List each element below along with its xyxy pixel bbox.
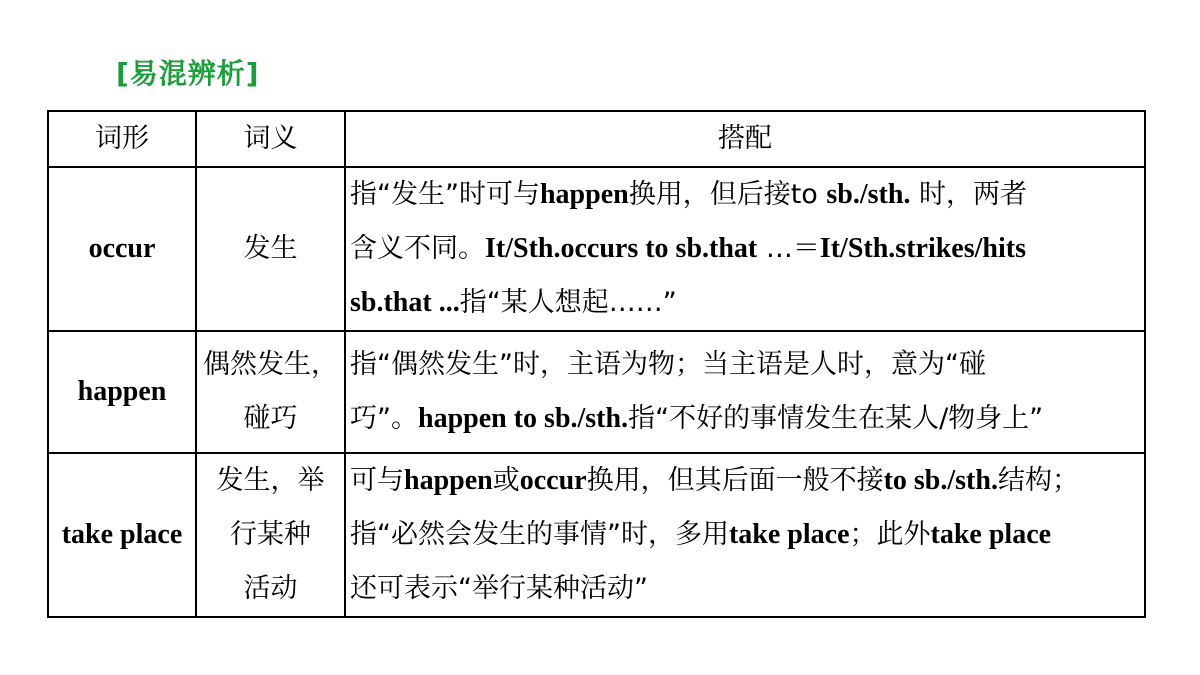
usage-english-phrase: happen [539, 179, 629, 210]
usage-english-phrase: occur [519, 465, 587, 496]
header-meaning: 词义 [196, 111, 345, 167]
usage-text: 换用，但后接to [628, 179, 827, 210]
usage-line [350, 276, 1144, 330]
usage-text: 指“某人想起……” [459, 287, 677, 318]
header-usage: 搭配 [345, 111, 1145, 167]
meaning-line: 发生 [243, 233, 298, 264]
usage-line [350, 454, 1144, 508]
meaning-line: 发生，举 [216, 465, 325, 496]
usage-text: 或 [492, 465, 520, 496]
header-row [48, 111, 1145, 167]
usage-line [350, 392, 1144, 446]
word-cell: happen [48, 331, 196, 453]
usage-line [350, 338, 1144, 392]
section-title: [易混辨析] [116, 57, 260, 90]
table-row [48, 331, 1145, 453]
usage-text: 结构； [997, 465, 1079, 496]
usage-text: 可与 [350, 465, 404, 496]
usage-line [350, 508, 1144, 562]
word-cell: take place [48, 453, 196, 617]
usage-english-phrase: sb.that ... [350, 287, 460, 318]
comparison-table [47, 110, 1146, 618]
usage-line [350, 562, 1144, 616]
word-cell: occur [48, 167, 196, 331]
usage-cell [345, 167, 1145, 331]
meaning-line: 行某种 [230, 519, 311, 550]
meaning-line: 偶然发生， [203, 349, 338, 380]
usage-text: 指“偶然发生”时，主语为物；当主语是人时，意为“碰 [350, 349, 986, 380]
usage-cell [345, 331, 1145, 453]
usage-text: 含义不同。 [350, 233, 485, 264]
usage-english-phrase: to sb./sth. [883, 465, 998, 496]
usage-text: 还可表示“举行某种活动” [350, 573, 648, 604]
header-word: 词形 [48, 111, 196, 167]
usage-line [350, 222, 1144, 276]
usage-text: 换用，但其后面一般不接 [586, 465, 884, 496]
usage-english-phrase: happen [404, 465, 493, 496]
usage-english-phrase: sb./sth. [826, 179, 911, 210]
usage-english-phrase: take place [930, 519, 1052, 550]
meaning-line: 碰巧 [243, 403, 298, 434]
table-row [48, 167, 1145, 331]
usage-english-phrase: take place [728, 519, 850, 550]
usage-text: ；此外 [849, 519, 931, 550]
usage-text: 指“发生”时可与 [350, 179, 540, 210]
meaning-cell [196, 331, 345, 453]
meaning-cell [196, 453, 345, 617]
usage-text: …＝ [757, 233, 820, 264]
usage-text: 巧”。 [350, 403, 418, 434]
table-row [48, 453, 1145, 617]
usage-english-phrase: It/Sth.occurs to sb.that [485, 233, 758, 264]
usage-english-phrase: It/Sth.strikes/hits [819, 233, 1026, 264]
meaning-line: 活动 [243, 573, 298, 604]
usage-text: 时，两者 [910, 179, 1028, 210]
usage-text: 指“必然会发生的事情”时，多用 [350, 519, 729, 550]
usage-cell [345, 453, 1145, 617]
usage-text: 指“不好的事情发生在某人/物身上” [628, 403, 1044, 434]
usage-english-phrase: happen to sb./sth. [418, 403, 629, 434]
meaning-cell [196, 167, 345, 331]
usage-line [350, 168, 1144, 222]
